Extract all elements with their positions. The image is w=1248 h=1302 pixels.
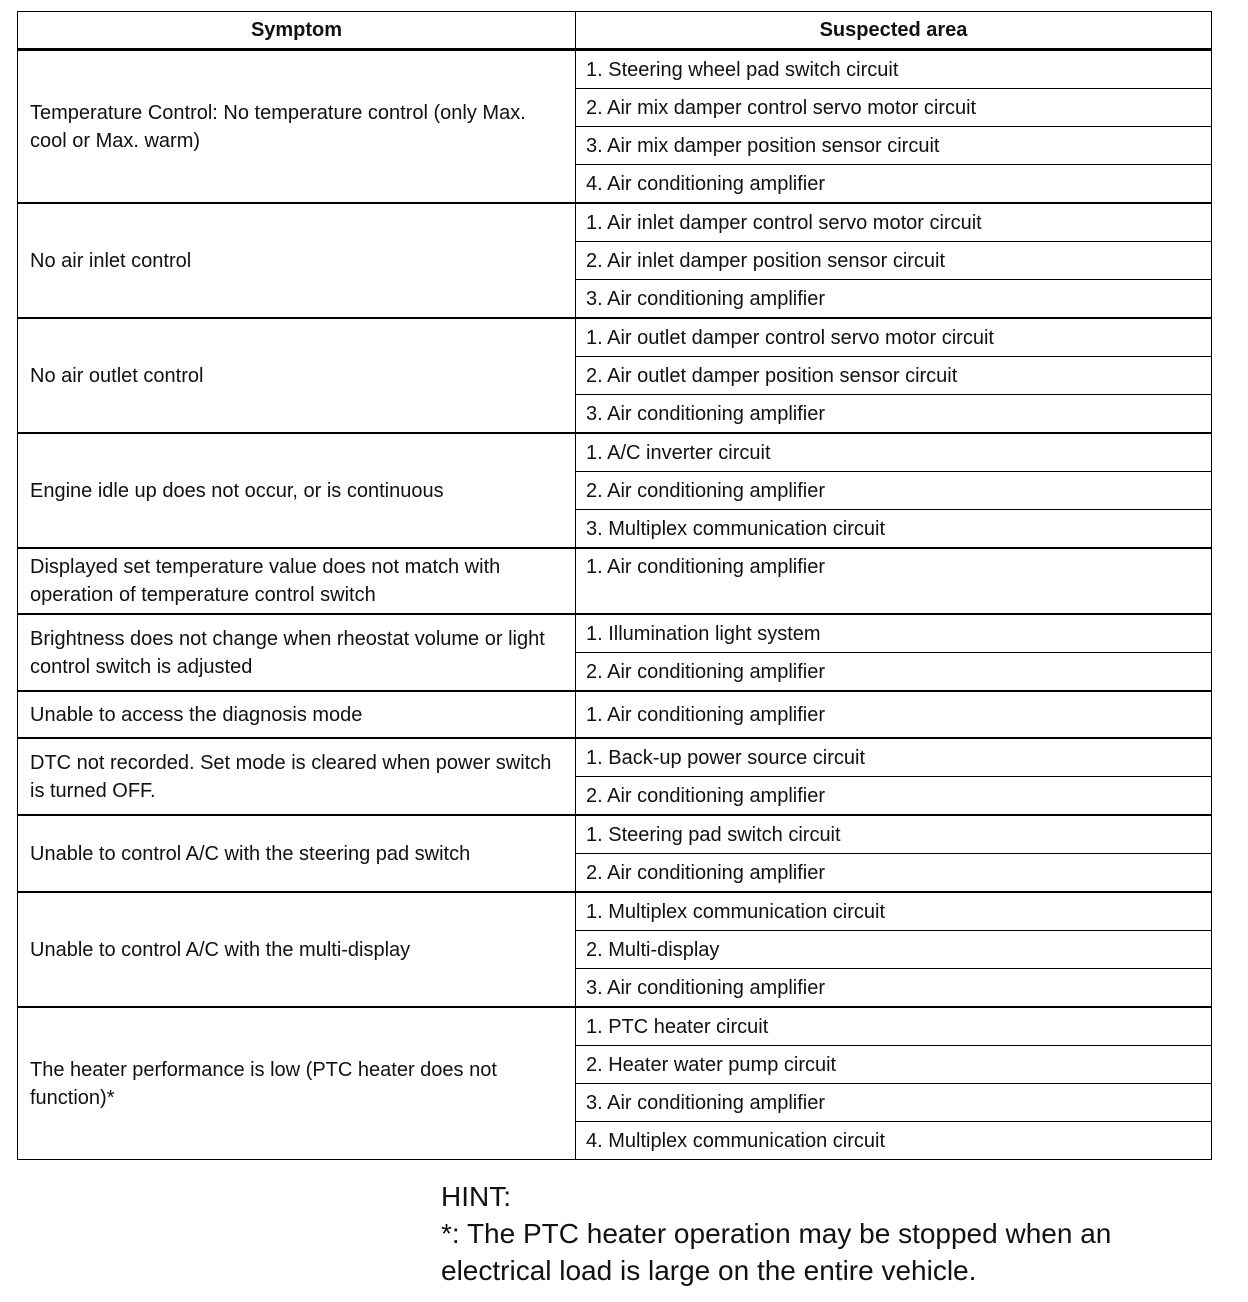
suspected-area-cell: 1. PTC heater circuit (576, 1007, 1212, 1046)
symptom-cell: No air inlet control (18, 203, 576, 318)
hint-line-2: electrical load is large on the entire vehicle. (441, 1255, 977, 1286)
table-row (18, 892, 1212, 931)
symptom-cell: Unable to control A/C with the multi-display (18, 892, 576, 1007)
suspected-area-cell: 3. Air conditioning amplifier (576, 280, 1212, 319)
suspected-area-cell: 1. Steering pad switch circuit (576, 815, 1212, 854)
symptom-column-header: Symptom (18, 12, 576, 50)
symptom-cell: Brightness does not change when rheostat volume or light control switch is adjusted (18, 614, 576, 691)
table-body (18, 50, 1212, 1160)
suspected-area-cell: 1. Air conditioning amplifier (576, 691, 1212, 738)
suspected-area-cell: 4. Air conditioning amplifier (576, 165, 1212, 204)
symptom-cell: DTC not recorded. Set mode is cleared when power switch is turned OFF. (18, 738, 576, 815)
suspected-area-cell: 1. Multiplex communication circuit (576, 892, 1212, 931)
suspected-area-cell: 2. Air conditioning amplifier (576, 854, 1212, 893)
symptom-cell: Engine idle up does not occur, or is continuous (18, 433, 576, 548)
suspected-area-cell: 4. Multiplex communication circuit (576, 1122, 1212, 1160)
hint-line-1: *: The PTC heater operation may be stopped when an (441, 1218, 1112, 1249)
suspected-area-cell: 1. Steering wheel pad switch circuit (576, 50, 1212, 89)
suspected-area-cell: 3. Multiplex communication circuit (576, 510, 1212, 549)
symptom-cell: The heater performance is low (PTC heater does not function)* (18, 1007, 576, 1160)
table-header-row (18, 12, 1212, 50)
table-row (18, 691, 1212, 738)
symptom-cell: Temperature Control: No temperature control (only Max. cool or Max. warm) (18, 50, 576, 204)
suspected-area-cell: 2. Air outlet damper position sensor circuit (576, 357, 1212, 395)
table-row (18, 203, 1212, 242)
suspected-area-cell: 3. Air conditioning amplifier (576, 1084, 1212, 1122)
table-row (18, 433, 1212, 472)
table-row (18, 50, 1212, 89)
suspected-area-cell: 1. Illumination light system (576, 614, 1212, 653)
suspected-area-cell: 1. Air outlet damper control servo motor circuit (576, 318, 1212, 357)
table-row (18, 318, 1212, 357)
symptom-cell: Displayed set temperature value does not match with operation of temperature control switch (18, 548, 576, 614)
suspected-area-cell: 1. Air inlet damper control servo motor circuit (576, 203, 1212, 242)
suspected-area-cell: 2. Air conditioning amplifier (576, 777, 1212, 816)
suspected-area-cell: 3. Air mix damper position sensor circuit (576, 127, 1212, 165)
table-row (18, 614, 1212, 653)
table-row (18, 815, 1212, 854)
suspected-area-cell: 2. Air inlet damper position sensor circuit (576, 242, 1212, 280)
troubleshooting-table-container (17, 11, 1211, 1160)
suspected-area-cell: 2. Air conditioning amplifier (576, 472, 1212, 510)
table-row (18, 548, 1212, 614)
suspected-area-cell: 1. A/C inverter circuit (576, 433, 1212, 472)
symptom-cell: No air outlet control (18, 318, 576, 433)
suspected-area-cell: 1. Back-up power source circuit (576, 738, 1212, 777)
suspected-area-cell: 2. Multi-display (576, 931, 1212, 969)
suspected-area-cell: 2. Air conditioning amplifier (576, 653, 1212, 692)
symptom-cell: Unable to access the diagnosis mode (18, 691, 576, 738)
suspected-area-cell: 3. Air conditioning amplifier (576, 395, 1212, 434)
suspected-area-cell: 3. Air conditioning amplifier (576, 969, 1212, 1008)
table-row (18, 738, 1212, 777)
hint-note (441, 1178, 1111, 1289)
symptom-cell: Unable to control A/C with the steering pad switch (18, 815, 576, 892)
suspected-area-cell: 2. Air mix damper control servo motor circuit (576, 89, 1212, 127)
suspected-area-cell: 2. Heater water pump circuit (576, 1046, 1212, 1084)
table-row (18, 1007, 1212, 1046)
suspected-area-column-header: Suspected area (576, 12, 1212, 50)
problem-symptoms-table (17, 11, 1212, 1160)
suspected-area-cell: 1. Air conditioning amplifier (576, 548, 1212, 614)
hint-title: HINT: (441, 1181, 511, 1212)
